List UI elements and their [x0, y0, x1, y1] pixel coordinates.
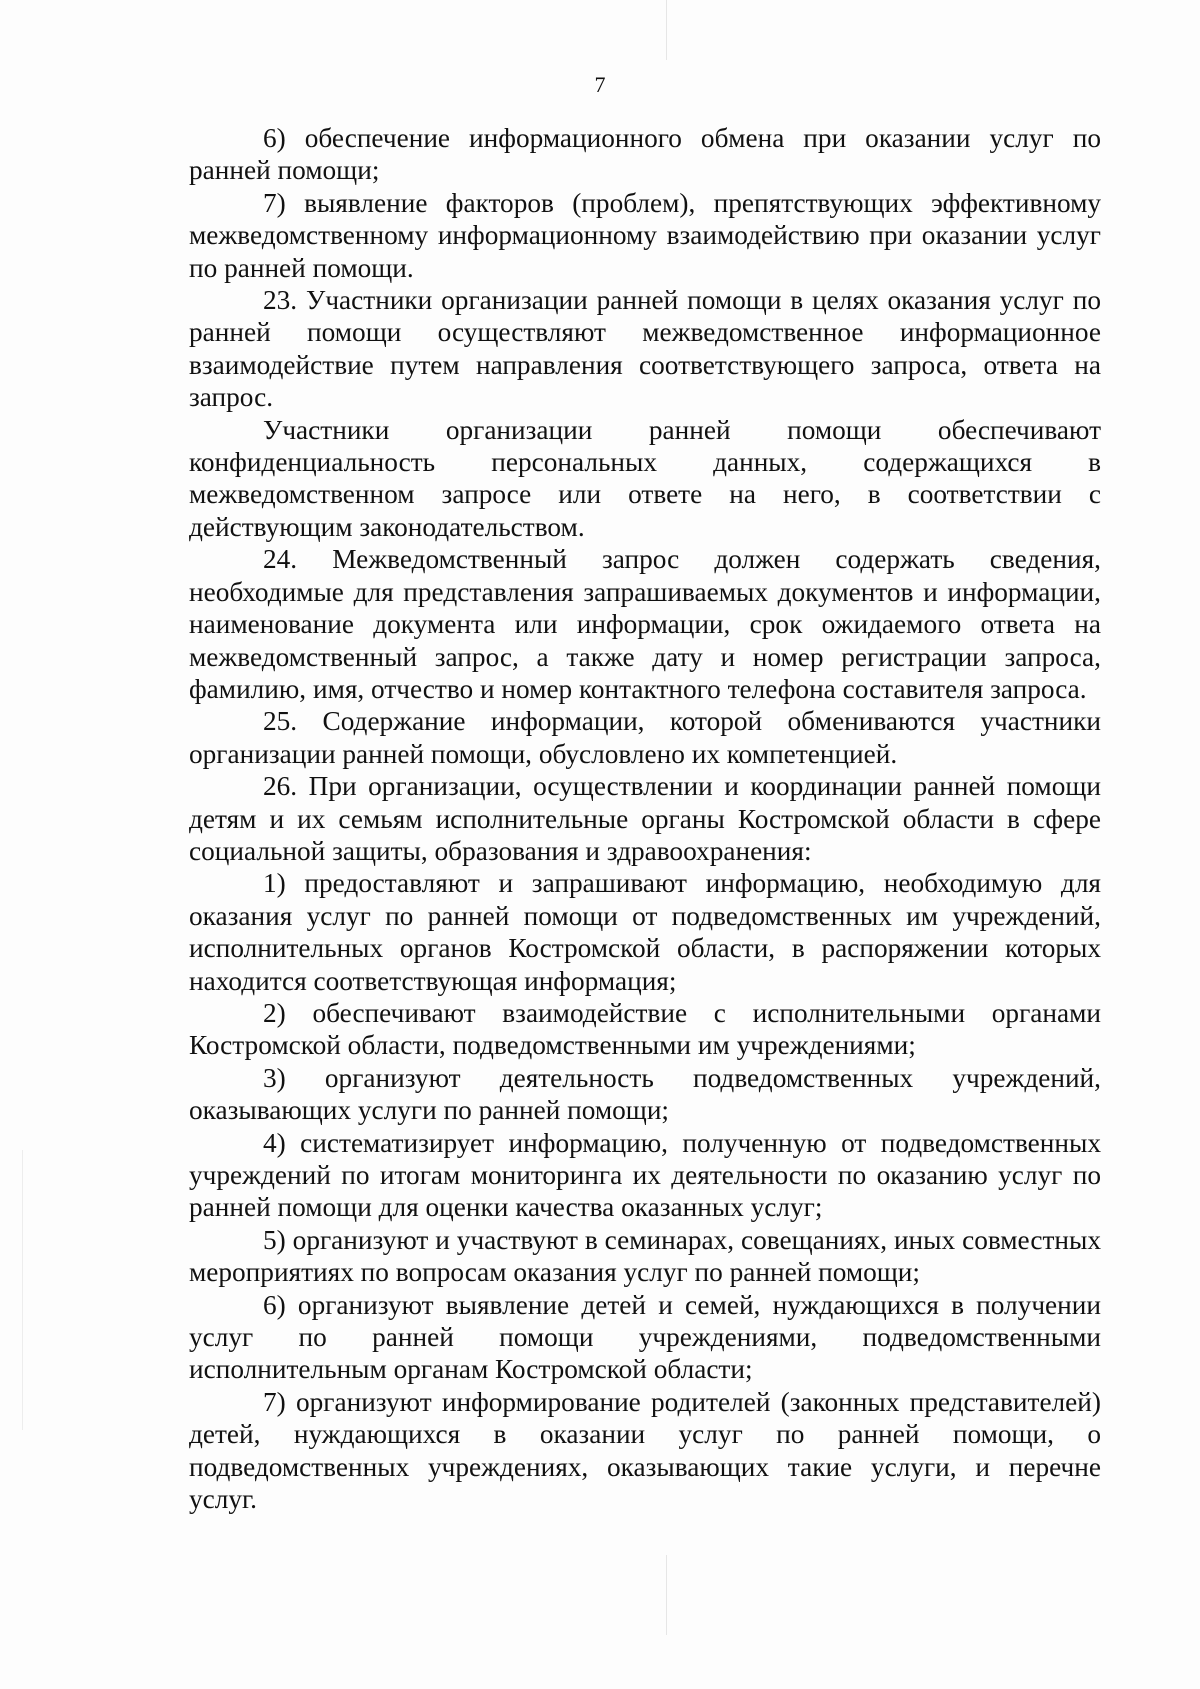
- page-number: 7: [594, 72, 606, 97]
- paragraph-item-6-info-exchange: 6) обеспечение информационного обмена при оказании услуг по ранней помощи;: [189, 123, 1101, 186]
- paragraph-26-item-4: 4) систематизирует информацию, полученную от подведомственных учреждений по итогам мониторинга их деятельности по оказанию услуг по ранней помощи для оценки качества оказанных услуг;: [189, 1127, 1101, 1223]
- paragraph-26-item-2: 2) обеспечивают взаимодействие с исполнительными органами Костромской области, подведомственными им учреждениями;: [189, 997, 1101, 1061]
- paragraph-26-item-7: 7) организуют информирование родителей (законных представителей) детей, нуждающихся в оказании услуг по ранней помощи, о подведомственных учреждениях, оказывающих такие услуги, и перечне услуг.: [189, 1386, 1101, 1515]
- paragraph-item-7-identify-factors: 7) выявление факторов (проблем), препятствующих эффективному межведомственному информационному взаимодействию при оказании услуг по ранней помощи.: [189, 187, 1101, 283]
- scan-artifact-line: [22, 1150, 23, 1430]
- paragraph-26: 26. При организации, осуществлении и координации ранней помощи детям и их семьям исполнительные органы Костромской области в сфере социальной защиты, образования и здравоохранения:: [189, 771, 1101, 866]
- paragraph-23-confidentiality: Участники организации ранней помощи обеспечивают конфиденциальность персональных данных, содержащихся в межведомственном запросе или ответе на него, в соответствии с действующим законодательством.: [189, 414, 1101, 542]
- paragraph-25: 25. Содержание информации, которой обмениваются участники организации ранней помощи, обусловлено их компетенцией.: [189, 706, 1101, 769]
- document-body: [189, 122, 1101, 1515]
- paragraph-26-item-6: 6) организуют выявление детей и семей, нуждающихся в получении услуг по ранней помощи учреждениями, подведомственными исполнительным органам Костромской области;: [189, 1289, 1101, 1385]
- paragraph-26-item-3: 3) организуют деятельность подведомственных учреждений, оказывающих услуги по ранней помощи;: [189, 1062, 1101, 1126]
- paragraph-26-item-1: 1) предоставляют и запрашивают информацию, необходимую для оказания услуг по ранней помощи от подведомственных им учреждений, исполнительных органов Костромской области, в распоряжении которых находится соответствующая информация;: [189, 868, 1101, 996]
- paragraph-26-item-5: 5) организуют и участвуют в семинарах, совещаниях, иных совместных мероприятиях по вопросам оказания услуг по ранней помощи;: [189, 1224, 1101, 1288]
- paragraph-24: 24. Межведомственный запрос должен содержать сведения, необходимые для представления запрашиваемых документов и информации, наименование документа или информации, срок ожидаемого ответа на межведомственный запрос, а также дату и номер регистрации запроса, фамилию, имя, отчество и номер контактного телефона составителя запроса.: [189, 544, 1101, 704]
- paragraph-23: 23. Участники организации ранней помощи в целях оказания услуг по ранней помощи осуществляют межведомственное информационное взаимодействие путем направления соответствующего запроса, ответа на запрос.: [189, 285, 1101, 413]
- scan-artifact-line: [666, 0, 667, 60]
- scan-artifact-line: [666, 1555, 667, 1635]
